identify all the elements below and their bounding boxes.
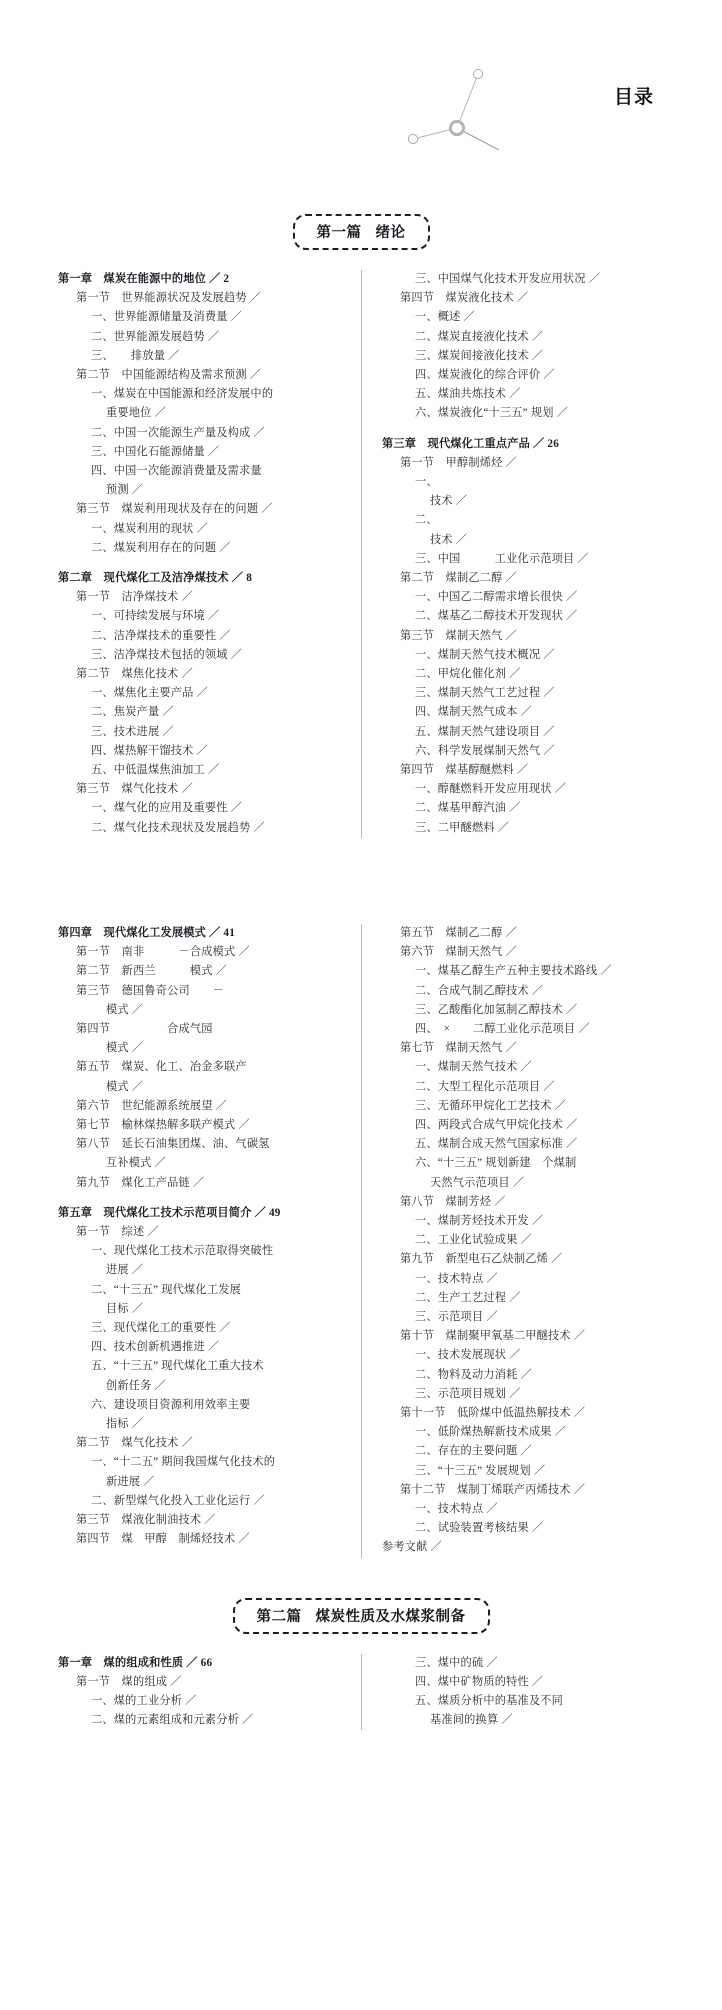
toc-entry-section[interactable]: 第二节 煤气化技术 ／ [76,1437,193,1450]
banner-spacer-top [0,180,722,214]
toc-entry-item[interactable]: 三、无循环甲烷化工艺技术 ／ [415,1099,567,1112]
toc-entry-section[interactable]: 第十节 煤制聚甲氧基二甲醚技术 ／ [400,1330,586,1343]
part-number: 第一篇 [316,225,362,241]
toc-entry-item[interactable]: 一、技术特点 ／ [415,1272,498,1285]
toc-entry-item[interactable]: 二、试验装置考核结果 ／ [415,1522,544,1535]
toc-entry-cont[interactable]: 互补模式 ／ [106,1157,166,1170]
toc-entry-item[interactable]: 二、煤炭直接液化技术 ／ [415,330,544,343]
toc-entry-cont[interactable]: 目标 ／ [106,1302,144,1315]
toc-entry-item[interactable]: 五、“十三五” 现代煤化工重大技术 [91,1360,264,1373]
toc-entry-item[interactable]: 二、生产工艺过程 ／ [415,1291,521,1304]
toc-entry-section[interactable]: 第五节 煤炭、化工、冶金多联产 [76,1061,247,1074]
toc-entry-item[interactable]: 一、概述 ／ [415,311,475,324]
toc-entry-item[interactable]: 二、煤基乙二醇技术开发现状 ／ [415,610,578,623]
toc-entry-item[interactable]: 四、煤中矿物质的特性 ／ [415,1675,544,1688]
toc-entry-item[interactable]: 四、技术创新机遇推进 ／ [91,1341,220,1354]
toc-entry-item[interactable]: 一、煤焦化主要产品 ／ [91,687,208,700]
toc-entry-item[interactable]: 三、中国 工业化示范项目 ／ [415,552,589,565]
toc-entry-item[interactable]: 二、工业化试验成果 ／ [415,1234,532,1247]
toc-entry-section[interactable]: 第二节 煤焦化技术 ／ [76,668,193,681]
toc-entry-section[interactable]: 第四节 合成气园 [76,1022,213,1035]
toc-entry-section[interactable]: 第三节 煤炭利用现状及存在的问题 ／ [76,503,273,516]
toc-entry-item[interactable]: 二、中国一次能源生产量及构成 ／ [91,426,265,439]
toc-entry-section[interactable]: 第九节 新型电石乙炔制乙烯 ／ [400,1253,563,1266]
toc-entry-item[interactable]: 二、新型煤气化投入工业化运行 ／ [91,1494,265,1507]
toc-entry-item[interactable]: 四、中国一次能源消费量及需求量 [91,465,262,478]
part-banner-row [0,214,722,250]
toc-body [0,180,722,1730]
toc-entry-section[interactable]: 第四节 煤 甲醇 制烯烃技术 ／ [76,1533,250,1546]
toc-entry-item[interactable]: 四、煤制天然气成本 ／ [415,706,532,719]
toc-entry-item[interactable]: 五、煤质分析中的基准及不同 [415,1695,564,1707]
toc-entry-section[interactable]: 第九节 煤化工产品链 ／ [76,1176,205,1189]
toc-entry-item[interactable]: 一、煤气化的应用及重要性 ／ [91,802,243,815]
part-banner [233,1598,490,1634]
panel-spacer [0,838,722,924]
toc-entry-cont[interactable]: 创新任务 ／ [106,1379,166,1392]
toc-entry-section[interactable]: 第一节 世界能源状况及发展趋势 ／ [76,292,262,305]
toc-entry-cont[interactable]: 模式 ／ [106,1042,144,1055]
toc-entry-cont[interactable]: 指标 ／ [106,1417,144,1430]
toc-entry-section[interactable]: 第一节 洁净煤技术 ／ [76,591,193,604]
toc-entry-chapter[interactable]: 第一章 煤炭在能源中的地位 ／ 2 [58,273,230,285]
toc-entry-item[interactable]: 二、“十三五” 现代煤化工发展 [91,1283,241,1296]
banner-spacer-bottom [0,250,722,270]
toc-column-left [58,924,361,1558]
toc-entry-section[interactable]: 第一节 综述 ／ [76,1225,159,1238]
toc-entry-section[interactable]: 第三节 德国鲁奇公司 － [76,984,225,997]
toc-entry-item[interactable]: 五、煤制合成天然气国家标准 ／ [415,1138,578,1151]
toc-entry-plain[interactable]: 参考文献 ／ [382,1541,442,1554]
toc-entry-item[interactable]: 六、“十三五” 规划新建 个煤制 [415,1157,577,1170]
toc-entry-item[interactable]: 四、煤热解干馏技术 ／ [91,744,208,757]
toc-entry-item[interactable]: 二、存在的主要问题 ／ [415,1445,532,1458]
toc-entry-cont[interactable]: 模式 ／ [106,1080,144,1093]
toc-entry-section[interactable]: 第四节 煤炭液化技术 ／ [400,292,529,305]
toc-column-right [361,1654,664,1731]
toc-entry-chapter[interactable]: 第二章 现代煤化工及洁净煤技术 ／ 8 [58,572,252,585]
toc-entry-item[interactable]: 一、技术特点 ／ [415,1502,498,1515]
toc-entry-item[interactable]: 三、煤中的硫 ／ [415,1656,498,1669]
toc-entry-item[interactable]: 二、合成气制乙醇技术 ／ [415,984,544,997]
toc-entry-item[interactable]: 一、可持续发展与环境 ／ [91,610,220,623]
toc-entry-cont[interactable]: 预测 ／ [106,484,144,497]
toc-entry-chapter[interactable]: 第三章 现代煤化工重点产品 ／ 26 [382,437,560,450]
toc-entry-section[interactable]: 第八节 延长石油集团煤、油、气碳氢 [76,1138,270,1151]
toc-column-right [361,270,664,838]
toc-column-right [361,924,664,1558]
toc-entry-item[interactable]: 一、煤制芳烃技术开发 ／ [415,1214,544,1227]
toc-entry-item[interactable]: 二、 [415,514,438,527]
toc-entry-section[interactable]: 第三节 煤制天然气 ／ [400,629,517,642]
toc-entry-item[interactable]: 一、醇醚燃料开发应用现状 ／ [415,783,567,796]
toc-entry-section[interactable]: 第七节 煤制天然气 ／ [400,1042,517,1055]
toc-entry-section[interactable]: 第二节 中国能源结构及需求预测 ／ [76,369,262,382]
toc-entry-item[interactable]: 三、二甲醚燃料 ／ [415,821,510,834]
part-number: 第二篇 [256,1608,302,1625]
toc-entry-item[interactable]: 一、 [415,476,438,489]
toc-entry-item[interactable]: 五、中低温煤焦油加工 ／ [91,764,220,777]
toc-entry-item[interactable]: 二、煤的元素组成和元素分析 ／ [91,1714,254,1727]
toc-entry-section[interactable]: 第六节 煤制天然气 ／ [400,946,517,959]
toc-entry-section[interactable]: 第四节 煤基醇醚燃料 ／ [400,764,529,777]
toc-columns [0,924,722,1558]
toc-entry-cont[interactable]: 技术 ／ [430,533,468,546]
toc-entry-item[interactable]: 四、 × 二醇工业化示范项目 ／ [415,1022,590,1035]
toc-entry-item[interactable]: 一、煤制天然气技术 ／ [415,1061,532,1074]
toc-entry-item[interactable]: 五、煤制天然气建设项目 ／ [415,725,555,738]
toc-entry-item[interactable]: 六、科学发展煤制天然气 ／ [415,744,555,757]
toc-entry-item[interactable]: 三、现代煤化工的重要性 ／ [91,1321,231,1334]
toc-entry-item[interactable]: 一、技术发展现状 ／ [415,1349,521,1362]
toc-entry-cont[interactable]: 基准间的换算 ／ [430,1714,513,1727]
toc-entry-item[interactable]: 一、煤基乙醇生产五种主要技术路线 ／ [415,965,612,978]
toc-entry-item[interactable]: 四、煤炭液化的综合评价 ／ [415,369,555,382]
toc-entry-item[interactable]: 二、焦炭产量 ／ [91,706,174,719]
part-banner-row [0,1598,722,1634]
toc-entry-item[interactable]: 一、低阶煤热解新技术成果 ／ [415,1426,567,1439]
toc-entry-section[interactable]: 第一节 甲醇制烯烃 ／ [400,456,517,469]
toc-entry-item[interactable]: 三、示范项目规划 ／ [415,1387,521,1400]
node-graph-icon [395,46,515,151]
toc-entry-item[interactable]: 六、煤炭液化“十三五” 规划 ／ [415,407,568,420]
toc-entry-item[interactable]: 四、两段式合成气甲烷化技术 ／ [415,1118,578,1131]
toc-entry-item[interactable]: 二、世界能源发展趋势 ／ [91,330,220,343]
toc-entry-section[interactable]: 第三节 煤液化制油技术 ／ [76,1513,216,1526]
toc-entry-item[interactable]: 一、煤炭利用的现状 ／ [91,522,208,535]
part-banner [293,214,430,250]
toc-entry-section[interactable]: 第三节 煤气化技术 ／ [76,783,193,796]
part-name: 绪论 [375,225,406,241]
toc-entry-section[interactable]: 第八节 煤制芳烃 ／ [400,1195,506,1208]
toc-entry-section[interactable]: 第十一节 低阶煤中低温热解技术 ／ [400,1406,586,1419]
toc-entry-item[interactable]: 一、现代煤化工技术示范取得突破性 [91,1245,274,1258]
toc-entry-item[interactable]: 一、煤炭在中国能源和经济发展中的 [91,388,274,401]
banner-spacer-bottom [0,1634,722,1654]
toc-entry-item[interactable]: 二、大型工程化示范项目 ／ [415,1080,555,1093]
toc-entry-item[interactable]: 三、技术进展 ／ [91,725,174,738]
toc-entry-cont[interactable]: 模式 ／ [106,1003,144,1016]
toc-entry-cont[interactable]: 技术 ／ [430,495,468,508]
toc-entry-cont[interactable]: 进展 ／ [106,1264,144,1277]
toc-entry-item[interactable]: 二、煤气化技术现状及发展趋势 ／ [91,821,265,834]
toc-entry-section[interactable]: 第一节 煤的组成 ／ [76,1675,182,1688]
toc-entry-item[interactable]: 六、建设项目资源利用效率主要 [91,1398,251,1411]
toc-entry-item[interactable]: 二、洁净煤技术的重要性 ／ [91,629,231,642]
toc-entry-item[interactable]: 三、煤炭间接液化技术 ／ [415,349,544,362]
toc-entry-item[interactable]: 一、煤的工业分析 ／ [91,1695,197,1707]
page-title: 目录 [613,87,654,108]
toc-entry-item[interactable]: 二、煤基甲醇汽油 ／ [415,802,521,815]
toc-entry-chapter[interactable]: 第四章 现代煤化工发展模式 ／ 41 [58,926,236,939]
toc-entry-section[interactable]: 第六节 世纪能源系统展望 ／ [76,1099,228,1112]
page-header [0,0,722,180]
toc-entry-item[interactable]: 一、世界能源储量及消费量 ／ [91,311,243,324]
toc-entry-item[interactable]: 一、“十二五” 期间我国煤气化技术的 [91,1456,276,1469]
toc-entry-section[interactable]: 第一节 南非 －合成模式 ／ [76,946,250,959]
toc-entry-section[interactable]: 第七节 榆林煤热解多联产模式 ／ [76,1118,250,1131]
toc-entry-item[interactable]: 二、甲烷化催化剂 ／ [415,668,521,681]
toc-entry-item[interactable]: 二、物料及动力消耗 ／ [415,1368,532,1381]
banner-spacer-top [0,1558,722,1598]
toc-entry-chapter[interactable]: 第五章 现代煤化工技术示范项目简介 ／ 49 [58,1206,281,1219]
toc-entry-item[interactable]: 二、煤炭利用存在的问题 ／ [91,541,231,554]
toc-entry-item[interactable]: 一、煤制天然气技术概况 ／ [415,648,555,661]
toc-entry-section[interactable]: 第二节 新西兰 模式 ／ [76,965,228,978]
toc-entry-item[interactable]: 三、“十三五” 发展规划 ／ [415,1464,546,1477]
toc-entry-cont[interactable]: 新进展 ／ [106,1475,155,1488]
toc-entry-cont[interactable]: 天然气示范项目 ／ [430,1176,525,1189]
toc-entry-section[interactable]: 第十二节 煤制丁烯联产丙烯技术 ／ [400,1483,586,1496]
toc-entry-section[interactable]: 第二节 煤制乙二醇 ／ [400,572,517,585]
toc-entry-item[interactable]: 三、 排放量 ／ [91,349,180,362]
toc-entry-item[interactable]: 三、洁净煤技术包括的领域 ／ [91,648,243,661]
toc-columns [0,1654,722,1731]
toc-entry-item[interactable]: 三、煤制天然气工艺过程 ／ [415,687,555,700]
toc-entry-item[interactable]: 五、煤油共炼技术 ／ [415,388,521,401]
toc-entry-cont[interactable]: 重要地位 ／ [106,407,166,420]
toc-entry-item[interactable]: 三、中国煤气化技术开发应用状况 ／ [415,273,601,285]
toc-entry-chapter[interactable]: 第一章 煤的组成和性质 ／ 66 [58,1656,213,1669]
toc-entry-item[interactable]: 三、中国化石能源储量 ／ [91,445,220,458]
toc-columns [0,270,722,838]
toc-entry-section[interactable]: 第五节 煤制乙二醇 ／ [400,926,517,939]
toc-column-left [58,1654,361,1731]
toc-column-left [58,270,361,838]
toc-entry-item[interactable]: 三、乙酸酯化加氢制乙醇技术 ／ [415,1003,578,1016]
toc-entry-item[interactable]: 三、示范项目 ／ [415,1310,498,1323]
toc-entry-item[interactable]: 一、中国乙二醇需求增长很快 ／ [415,591,578,604]
part-name: 煤炭性质及水煤浆制备 [315,1608,466,1625]
